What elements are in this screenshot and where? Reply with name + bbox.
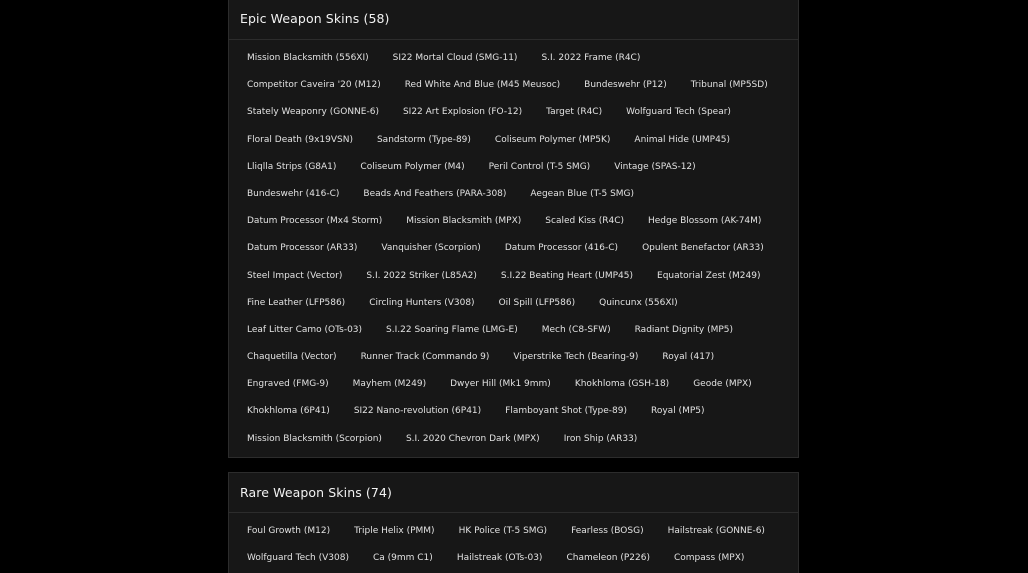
- skin-tag[interactable]: Animal Hide (UMP45): [634, 134, 731, 145]
- skin-tag[interactable]: Hedge Blossom (AK-74M): [648, 216, 762, 227]
- skin-tag[interactable]: Coliseum Polymer (M4): [360, 161, 465, 172]
- skin-tag[interactable]: Steel Impact (Vector): [247, 270, 343, 281]
- skin-tag[interactable]: S.I. 2022 Frame (R4C): [541, 53, 641, 63]
- skin-tag[interactable]: Mission Blacksmith (556XI): [247, 53, 369, 63]
- skin-tag[interactable]: SI22 Nano-revolution (6P41): [353, 406, 482, 417]
- skin-tag[interactable]: Triple Helix (PMM): [354, 526, 435, 536]
- skin-tag[interactable]: Compass (MPX): [674, 553, 745, 564]
- skin-tag[interactable]: Leaf Litter Camo (OTs-03): [247, 324, 363, 335]
- skin-tag[interactable]: Mission Blacksmith (Scorpion): [247, 433, 382, 444]
- skin-tag[interactable]: S.I. 2022 Striker (L85A2): [366, 270, 477, 281]
- skin-tag[interactable]: Quincunx (556XI): [599, 297, 678, 308]
- epic-skins-panel: [228, 0, 799, 458]
- skin-tag[interactable]: Vanquisher (Scorpion): [381, 243, 481, 254]
- skin-tag[interactable]: Red White And Blue (M45 Meusoc): [404, 80, 561, 91]
- skin-tag[interactable]: Peril Control (T-5 SMG): [488, 161, 591, 172]
- skin-tag[interactable]: Hailstreak (GONNE-6): [667, 526, 765, 536]
- skin-tag[interactable]: Dwyer Hill (Mk1 9mm): [450, 379, 551, 390]
- skin-tag[interactable]: Khokhloma (GSH-18): [574, 379, 670, 390]
- skin-tag[interactable]: Khokhloma (6P41): [247, 406, 330, 417]
- skin-tag[interactable]: Datum Processor (AR33): [247, 243, 358, 254]
- skin-tag[interactable]: HK Police (T-5 SMG): [458, 526, 548, 536]
- skin-tag[interactable]: Lliqlla Strips (G8A1): [247, 161, 337, 172]
- epic-skins-header: [229, 0, 798, 40]
- skin-tag[interactable]: Viperstrike Tech (Bearing-9): [513, 352, 639, 363]
- skin-tag[interactable]: Scaled Kiss (R4C): [545, 216, 624, 227]
- skin-tag[interactable]: Iron Ship (AR33): [563, 433, 638, 444]
- skin-tag[interactable]: Circling Hunters (V308): [369, 297, 475, 308]
- skin-tag[interactable]: Datum Processor (Mx4 Storm): [247, 216, 383, 227]
- skin-tag[interactable]: Aegean Blue (T-5 SMG): [530, 188, 635, 199]
- skin-tag[interactable]: Royal (417): [662, 352, 715, 363]
- rare-skins-title: Rare Weapon Skins (74): [240, 485, 392, 500]
- epic-skins-list: [229, 40, 798, 453]
- skin-tag[interactable]: Flamboyant Shot (Type-89): [505, 406, 627, 417]
- skin-tag[interactable]: Fine Leather (LFP586): [247, 297, 346, 308]
- skin-tag[interactable]: Floral Death (9x19VSN): [247, 134, 353, 145]
- skin-tag[interactable]: Target (R4C): [546, 107, 603, 118]
- skin-tag[interactable]: Foul Growth (M12): [247, 526, 331, 536]
- skin-tag[interactable]: S.I.22 Beating Heart (UMP45): [500, 270, 634, 281]
- skin-tag[interactable]: SI22 Mortal Cloud (SMG-11): [392, 53, 518, 63]
- skin-tag[interactable]: S.I. 2020 Chevron Dark (MPX): [405, 433, 540, 444]
- skin-tag[interactable]: Wolfguard Tech (Spear): [626, 107, 731, 118]
- skin-tag[interactable]: Competitor Caveira '20 (M12): [247, 80, 381, 91]
- skin-tag[interactable]: Bundeswehr (P12): [584, 80, 667, 91]
- skin-tag[interactable]: Royal (MP5): [651, 406, 705, 417]
- skin-tag[interactable]: Geode (MPX): [693, 379, 752, 390]
- skin-tag[interactable]: Vintage (SPAS-12): [614, 161, 696, 172]
- rare-skins-header: [229, 473, 798, 513]
- skin-tag[interactable]: S.I.22 Soaring Flame (LMG-E): [386, 324, 518, 335]
- skin-tag[interactable]: Mayhem (M249): [352, 379, 427, 390]
- skin-tag[interactable]: Beads And Feathers (PARA-308): [363, 188, 507, 199]
- skin-tag[interactable]: Sandstorm (Type-89): [376, 134, 471, 145]
- skin-tag[interactable]: Equatorial Zest (M249): [657, 270, 761, 281]
- skin-tag[interactable]: Wolfguard Tech (V308): [247, 553, 349, 564]
- rare-skins-list: [229, 513, 798, 572]
- skin-tag[interactable]: Opulent Benefactor (AR33): [642, 243, 764, 254]
- epic-skins-title: Epic Weapon Skins (58): [240, 10, 390, 26]
- skin-tag[interactable]: Tribunal (MP5SD): [690, 80, 768, 91]
- skin-tag[interactable]: Ca (9mm C1): [372, 553, 433, 564]
- skin-tag[interactable]: Chameleon (P226): [566, 553, 650, 564]
- skin-tag[interactable]: Datum Processor (416-C): [504, 243, 619, 254]
- rare-skins-panel: [228, 472, 799, 573]
- skin-tag[interactable]: Mission Blacksmith (MPX): [406, 216, 522, 227]
- skin-tag[interactable]: Fearless (BOSG): [571, 526, 644, 536]
- skin-tag[interactable]: Stately Weaponry (GONNE-6): [247, 107, 379, 118]
- skin-tag[interactable]: Coliseum Polymer (MP5K): [494, 134, 611, 145]
- skin-tag[interactable]: SI22 Art Explosion (FO-12): [402, 107, 523, 118]
- skin-tag[interactable]: Runner Track (Commando 9): [360, 352, 490, 363]
- skin-tag[interactable]: Engraved (FMG-9): [247, 379, 329, 390]
- skin-tag[interactable]: Hailstreak (OTs-03): [456, 553, 543, 564]
- skin-tag[interactable]: Oil Spill (LFP586): [498, 297, 576, 308]
- skin-tag[interactable]: Mech (C8-SFW): [541, 324, 611, 335]
- skin-tag[interactable]: Radiant Dignity (MP5): [634, 324, 734, 335]
- skin-tag[interactable]: Chaquetilla (Vector): [247, 352, 337, 363]
- skin-tag[interactable]: Bundeswehr (416-C): [247, 188, 340, 199]
